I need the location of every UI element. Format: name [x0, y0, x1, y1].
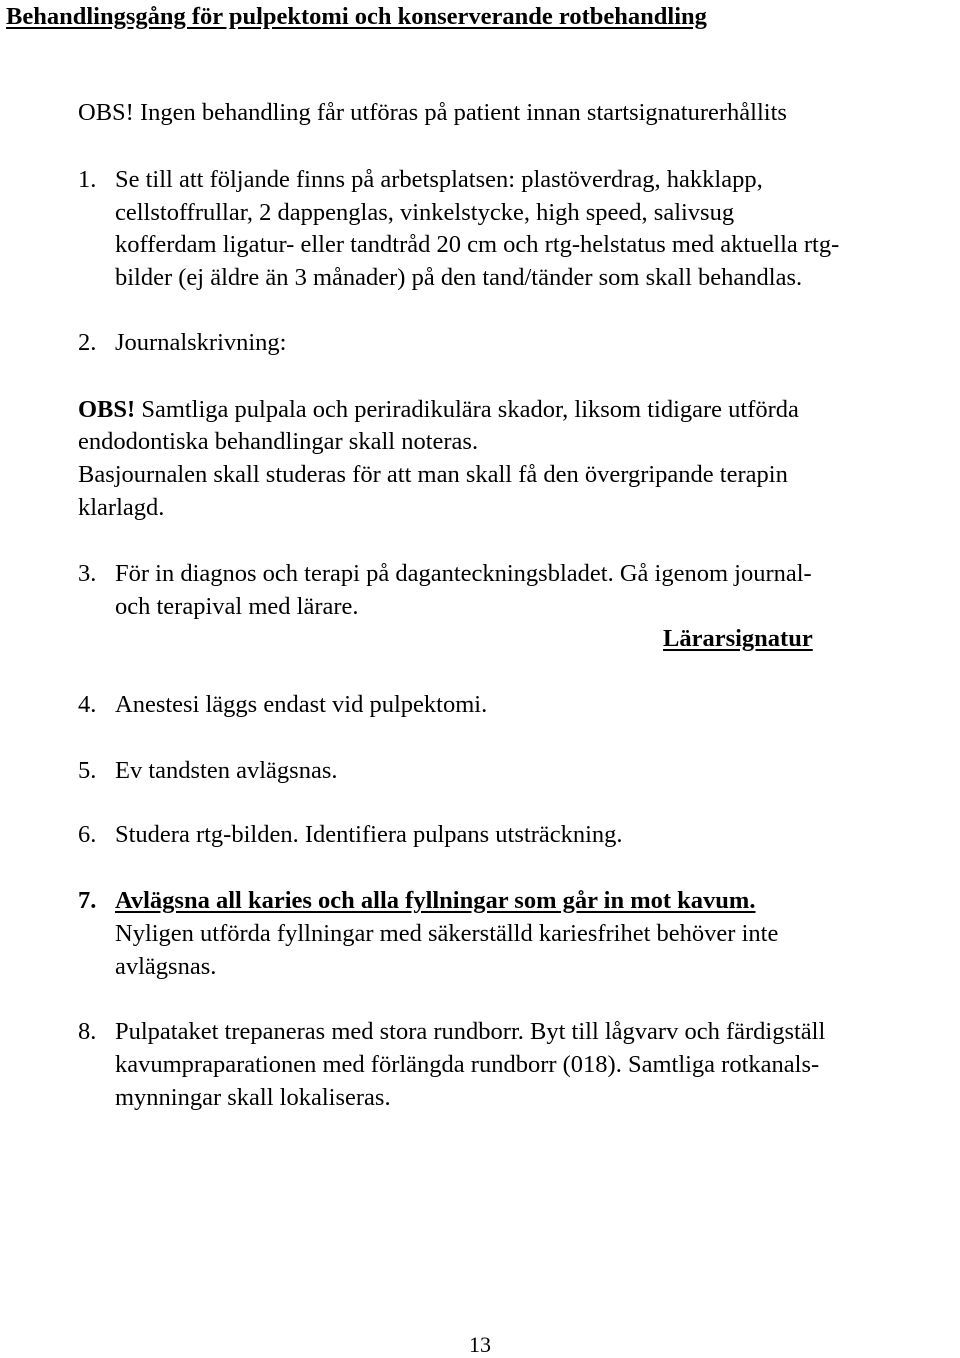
item-number: 5.: [78, 757, 97, 784]
item-text-line: För in diagnos och terapi på daganteckningsbladet. Gå igenom journal-: [115, 560, 812, 587]
item-number: 8.: [78, 1018, 97, 1045]
item-text-line: kavumpraparationen med förlängda rundborr (018). Samtliga rotkanals-: [115, 1051, 820, 1078]
item-number: 7.: [78, 887, 97, 914]
item-text: Anestesi läggs endast vid pulpektomi.: [115, 691, 488, 718]
item-text-line: cellstoffrullar, 2 dappenglas, vinkelstycke, high speed, salivsug: [115, 199, 735, 226]
item-text: Ev tandsten avlägsnas.: [115, 757, 338, 784]
item-text-line: och terapival med lärare.: [115, 593, 359, 620]
item-text-line: avlägsnas.: [115, 953, 217, 980]
item-text-line: mynningar skall lokaliseras.: [115, 1084, 391, 1111]
item-text-line: Nyligen utförda fyllningar med säkerställd kariesfrihet behöver inte: [115, 920, 779, 947]
item-text-line: Pulpataket trepaneras med stora rundborr. Byt till lågvarv och färdigställ: [115, 1018, 826, 1045]
item-number: 3.: [78, 560, 97, 587]
warning-text: OBS! Ingen behandling får utföras på patient innan startsignaturerhållits: [78, 99, 787, 126]
item-number: 1.: [78, 166, 97, 193]
item-heading: Avlägsna all karies och alla fyllningar som går in mot kavum.: [115, 887, 756, 914]
page-title: Behandlingsgång för pulpektomi och konserverande rotbehandling: [6, 3, 707, 30]
item-number: 4.: [78, 691, 97, 718]
teacher-signature-label: Lärarsignatur: [663, 625, 813, 652]
item-text: Studera rtg-bilden. Identifiera pulpans utsträckning.: [115, 821, 623, 848]
item-number: 2.: [78, 329, 97, 356]
item-text-line: kofferdam ligatur- eller tandtråd 20 cm och rtg-helstatus med aktuella rtg-: [115, 231, 840, 258]
item-text-line: Se till att följande finns på arbetsplatsen: plastöverdrag, hakklapp,: [115, 166, 763, 193]
page-number: 13: [469, 1332, 491, 1357]
obs-line: Basjournalen skall studeras för att man skall få den övergripande terapin: [78, 461, 788, 488]
item-text: Journalskrivning:: [115, 329, 287, 356]
obs-line: endodontiska behandlingar skall noteras.: [78, 428, 479, 455]
item-number: 6.: [78, 821, 97, 848]
obs-label: OBS!: [78, 396, 136, 423]
obs-line: klarlagd.: [78, 494, 165, 521]
item-text-line: bilder (ej äldre än 3 månader) på den tand/tänder som skall behandlas.: [115, 264, 803, 291]
obs-line: [78, 393, 799, 426]
obs-text: Samtliga pulpala och periradikulära skador, liksom tidigare utförda: [135, 396, 799, 423]
